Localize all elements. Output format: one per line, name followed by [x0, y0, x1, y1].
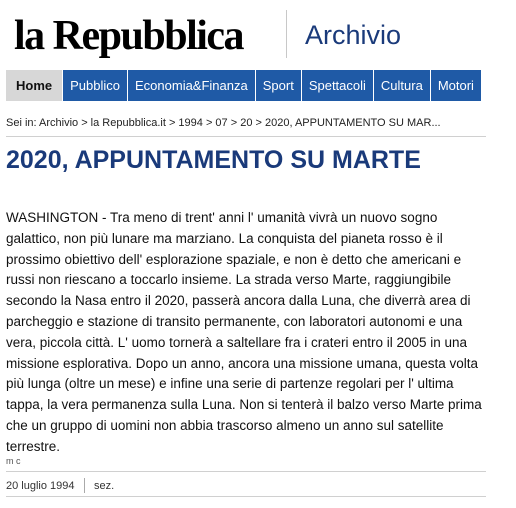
nav-item-economia-finanza[interactable]: Economia&Finanza — [128, 70, 256, 101]
article-body: WASHINGTON - Tra meno di trent' anni l' umanità vivrà un nuovo sogno galattico, non più lunare ma marziano. La conquista del pianeta rosso è il prossimo obiettivo dell' esplorazione spaziale, e non è detto che americani e russi non riescano a toccarlo insieme. La strada verso Marte, raggiungibile secondo la Nasa entro il 2020, passerà ancora dalla Luna, che diverrà area di parcheggio e stazione di transito permanente, con laboratori autonomi e una vera, piccola città. L' uomo tornerà a saltellare fra i crateri entro il 2005 in una missione esplorativa. Dopo un anno, ancora una missione umana, questa volta più lunga (oltre un mese) e infine una serie di partenze regolari per l' ultima tappa, la vera permanenza sulla Luna. Non si tenterà il balzo verso Marte prima che un gruppo di uomini non abbia trascorso almeno un anno sul satellite terrestre. — [6, 210, 482, 454]
divider — [6, 471, 486, 472]
nav-item-home[interactable]: Home — [6, 70, 63, 101]
nav-item-spettacoli[interactable]: Spettacoli — [302, 70, 374, 101]
section-title[interactable]: Archivio — [305, 20, 402, 50]
nav-item-pubblico[interactable]: Pubblico — [63, 70, 128, 101]
article-title: 2020, APPUNTAMENTO SU MARTE — [6, 146, 421, 174]
article-section: sez. — [94, 480, 115, 492]
nav-item-motori[interactable]: Motori — [431, 70, 482, 101]
nav-item-sport[interactable]: Sport — [256, 70, 302, 101]
header — [0, 0, 516, 68]
article-author: m c — [6, 456, 21, 466]
divider — [6, 136, 486, 137]
meta-separator — [84, 478, 85, 493]
main-nav — [6, 70, 516, 101]
article-date: 20 luglio 1994 — [6, 480, 75, 492]
logo[interactable]: la Repubblica — [14, 13, 244, 59]
header-divider — [286, 10, 287, 58]
nav-item-cultura[interactable]: Cultura — [374, 70, 431, 101]
divider — [6, 496, 486, 497]
breadcrumb[interactable]: Sei in: Archivio > la Repubblica.it > 1994 > 07 > 20 > 2020, APPUNTAMENTO SU MAR... — [6, 117, 441, 129]
